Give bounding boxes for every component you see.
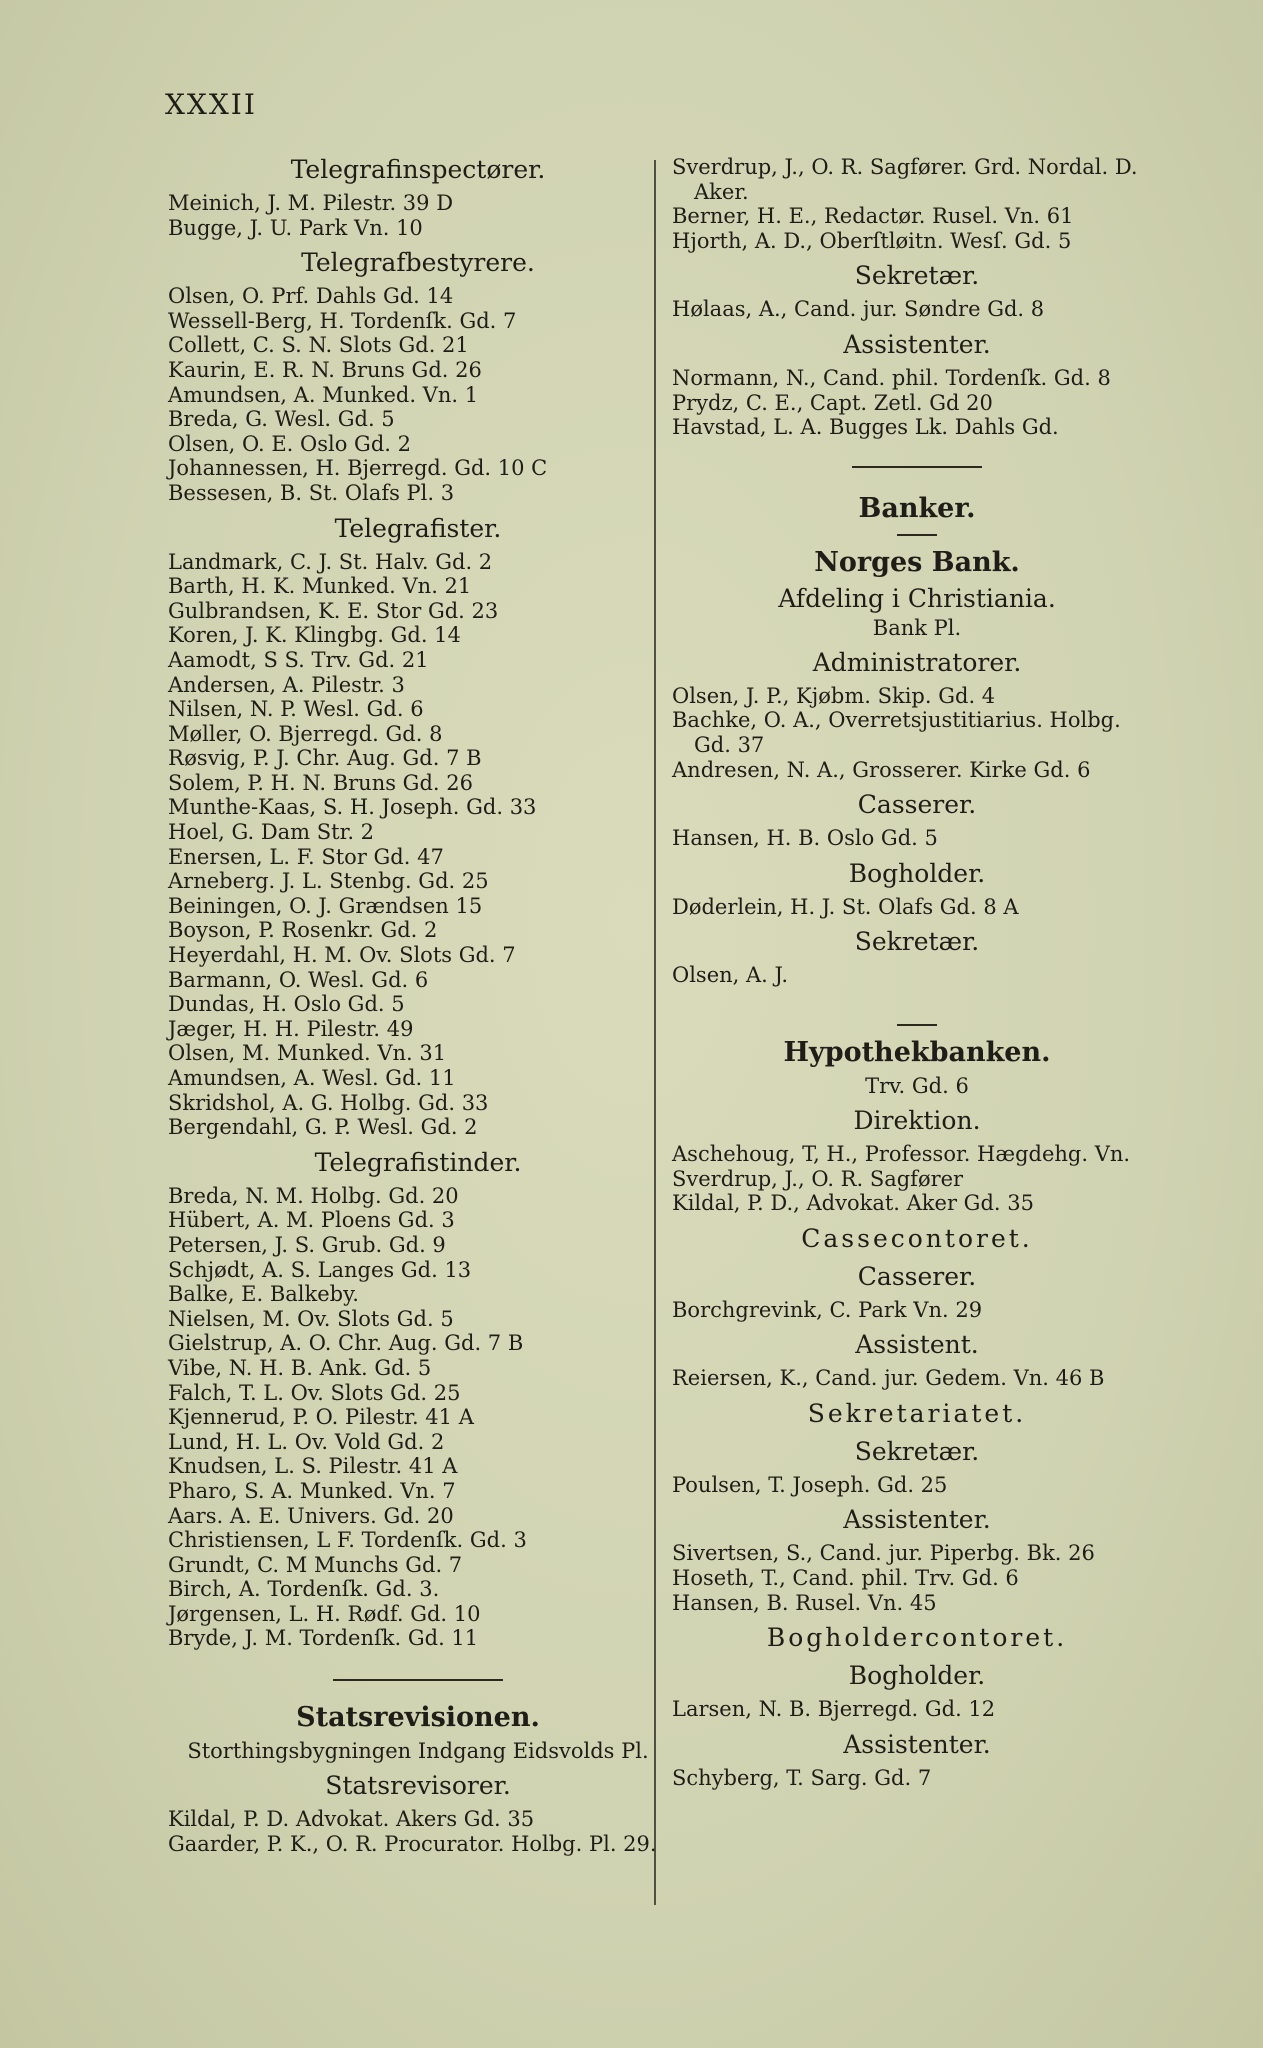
- directory-entry: Knudsen, L. S. Pilestr. 41 A: [168, 1454, 458, 1479]
- directory-entry: Amundsen, A. Wesl. Gd. 11: [168, 1066, 456, 1090]
- directory-entry: Bachke, O. A., Overretsjustitiarius. Holbg. Gd. 37: [672, 708, 1121, 757]
- entry-list: [672, 366, 1162, 440]
- directory-entry: Olsen, O. Prf. Dahls Gd. 14: [168, 284, 454, 309]
- directory-entry: Gaarder, P. K., O. R. Procurator. Holbg. Pl. 29.: [168, 1831, 657, 1856]
- directory-entry: Havstad, L. A. Bugges Lk. Dahls Gd.: [672, 415, 1059, 440]
- directory-entry: Olsen, O. E. Oslo Gd. 2: [168, 431, 411, 456]
- section-rule: [897, 1024, 937, 1026]
- directory-entry: Breda, G. Wesl. Gd. 5: [168, 407, 395, 432]
- section-heading: Telegrafister.: [334, 513, 502, 543]
- directory-entry: Amundsen, A. Munked. Vn. 1: [168, 382, 479, 407]
- entry-list: [672, 826, 1162, 851]
- section-rule: [897, 534, 937, 536]
- right-column: [672, 155, 1162, 1790]
- directory-entry: Olsen, A. J.: [672, 963, 788, 988]
- directory-entry: Olsen, M. Munked. Vn. 31: [168, 1041, 447, 1066]
- directory-entry: Koren, J. K. Klingbg. Gd. 14: [168, 623, 461, 648]
- directory-entry: Wessell-Berg, H. Tordenſk. Gd. 7: [168, 308, 517, 333]
- entry-list: [672, 1298, 1162, 1323]
- entry-list: [168, 1807, 668, 1856]
- directory-entry: Nilsen, N. P. Wesl. Gd. 6: [168, 697, 424, 722]
- bank-address: Bank Pl.: [872, 615, 962, 640]
- directory-entry: Sverdrup, J., O. R. Sagfører. Grd. Nordal. D. Aker.: [672, 155, 1138, 204]
- directory-entry: Larsen, N. B. Bjerregd. Gd. 12: [672, 1697, 996, 1722]
- directory-entry: Normann, N., Cand. phil. Tordenſk. Gd. 8: [672, 365, 1111, 390]
- directory-entry: Andersen, A. Pilestr. 3: [168, 672, 405, 697]
- section-heading: Telegrafinspectører.: [290, 155, 546, 184]
- directory-entry: Bryde, J. M. Tordenſk. Gd. 11: [168, 1626, 479, 1651]
- directory-entry: Beiningen, O. J. Grændsen 15: [168, 893, 483, 918]
- directory-entry: Røsvig, P. J. Chr. Aug. Gd. 7 B: [168, 746, 482, 771]
- section-heading: Bogholder.: [848, 1661, 986, 1691]
- office-heading: Cassecontoret.: [801, 1223, 1033, 1253]
- directory-entry: Aschehoug, T, H., Professor. Hægdehg. Vn.: [672, 1141, 1131, 1166]
- directory-entry: Aars. A. E. Univers. Gd. 20: [168, 1503, 454, 1528]
- bank-subtitle: Afdeling i Christiania.: [778, 583, 1056, 613]
- directory-entry: Collett, C. S. N. Slots Gd. 21: [168, 333, 469, 358]
- entry-list: [168, 191, 668, 240]
- directory-entry: Kildal, P. D. Advokat. Akers Gd. 35: [168, 1807, 535, 1832]
- directory-entry: Kildal, P. D., Advokat. Aker Gd. 35: [672, 1191, 1034, 1216]
- directory-entry: Petersen, J. S. Grub. Gd. 9: [168, 1232, 446, 1257]
- section-heading: Sekretær.: [854, 261, 980, 291]
- directory-entry: Bergendahl, G. P. Wesl. Gd. 2: [168, 1115, 478, 1140]
- section-rule: [333, 1679, 503, 1681]
- directory-entry: Nielsen, M. Ov. Slots Gd. 5: [168, 1306, 454, 1331]
- bank-address: Trv. Gd. 6: [865, 1073, 969, 1098]
- directory-entry: Hansen, B. Rusel. Vn. 45: [672, 1590, 937, 1615]
- section-rule: [852, 466, 982, 468]
- section-heading: Direktion.: [853, 1105, 981, 1135]
- section-title: Statsrevisionen.: [296, 1702, 540, 1734]
- directory-entry: Barth, H. K. Munked. Vn. 21: [168, 574, 472, 599]
- directory-entry: Solem, P. H. N. Bruns Gd. 26: [168, 770, 473, 795]
- office-heading: Bogholdercontoret.: [766, 1623, 1068, 1653]
- directory-entry: Kjennerud, P. O. Pilestr. 41 A: [168, 1405, 474, 1430]
- directory-entry: Sverdrup, J., O. R. Sagfører: [672, 1166, 964, 1191]
- directory-entry: Hansen, H. B. Oslo Gd. 5: [672, 826, 938, 851]
- section-heading: Sekretær.: [854, 927, 980, 957]
- directory-entry: Hoseth, T., Cand. phil. Trv. Gd. 6: [672, 1566, 1019, 1591]
- directory-entry: Jæger, H. H. Pilestr. 49: [168, 1016, 414, 1041]
- directory-entry: Arneberg. J. L. Stenbg. Gd. 25: [168, 869, 489, 894]
- directory-entry: Breda, N. M. Holbg. Gd. 20: [168, 1183, 459, 1208]
- section-heading: Casserer.: [857, 1261, 977, 1291]
- section-heading: Telegrafbestyrere.: [301, 248, 535, 278]
- directory-entry: Møller, O. Bjerregd. Gd. 8: [168, 721, 443, 746]
- directory-entry: Schyberg, T. Sarg. Gd. 7: [672, 1765, 932, 1790]
- entry-list: [672, 1541, 1162, 1615]
- directory-entry: Døderlein, H. J. St. Olafs Gd. 8 A: [672, 894, 1019, 919]
- directory-entry: Birch, A. Tordenſk. Gd. 3.: [168, 1577, 440, 1602]
- directory-entry: Landmark, C. J. St. Halv. Gd. 2: [168, 549, 493, 574]
- directory-entry: Hübert, A. M. Ploens Gd. 3: [168, 1208, 455, 1233]
- directory-entry: Borchgrevink, C. Park Vn. 29: [672, 1297, 983, 1322]
- directory-entry: Skridshol, A. G. Holbg. Gd. 33: [168, 1090, 489, 1115]
- directory-entry: Sivertsen, S., Cand. jur. Piperbg. Bk. 26: [672, 1541, 1095, 1566]
- directory-entry: Balke, E. Balkeby.: [168, 1282, 359, 1307]
- directory-entry: Schjødt, A. S. Langes Gd. 13: [168, 1257, 472, 1282]
- directory-entry: Poulsen, T. Joseph. Gd. 25: [672, 1472, 948, 1497]
- directory-entry: Hølaas, A., Cand. jur. Søndre Gd. 8: [672, 297, 1045, 322]
- directory-entry: Hjorth, A. D., Oberſtløitn. Wesſ. Gd. 5: [672, 228, 1072, 253]
- entry-list: [672, 1366, 1162, 1391]
- section-heading: Assistenter.: [843, 329, 991, 359]
- section-heading: Assistent.: [855, 1330, 979, 1360]
- directory-entry: Grundt, C. M Munchs Gd. 7: [168, 1552, 463, 1577]
- section-subtitle: Storthingsbygningen Indgang Eidsvolds Pl.: [187, 1739, 649, 1764]
- entry-list: [672, 684, 1162, 782]
- entry-list: [672, 1697, 1162, 1722]
- directory-entry: Dundas, H. Oslo Gd. 5: [168, 992, 405, 1017]
- directory-entry: Prydz, C. E., Capt. Zetl. Gd 20: [672, 390, 993, 415]
- entry-list: [672, 895, 1162, 920]
- page-number: XXXII: [165, 88, 257, 121]
- section-heading: Telegrafistinder.: [314, 1147, 522, 1177]
- directory-entry: Boyson, P. Rosenkr. Gd. 2: [168, 918, 438, 943]
- entry-list: [168, 550, 668, 1140]
- directory-entry: Olsen, J. P., Kjøbm. Skip. Gd. 4: [672, 683, 996, 708]
- directory-entry: Lund, H. L. Ov. Vold Gd. 2: [168, 1429, 445, 1454]
- section-heading: Bogholder.: [848, 858, 986, 888]
- section-heading: Administratorer.: [812, 647, 1022, 677]
- directory-entry: Andresen, N. A., Grosserer. Kirke Gd. 6: [672, 757, 1091, 782]
- section-heading: Casserer.: [857, 790, 977, 820]
- entry-list: [672, 1142, 1162, 1216]
- directory-entry: Gulbrandsen, K. E. Stor Gd. 23: [168, 598, 499, 623]
- entry-list: [168, 1184, 668, 1651]
- left-column: [168, 155, 668, 1856]
- directory-entry: Gielstrup, A. O. Chr. Aug. Gd. 7 B: [168, 1331, 524, 1356]
- directory-entry: Kaurin, E. R. N. Bruns Gd. 26: [168, 357, 482, 382]
- directory-entry: Munthe-Kaas, S. H. Joseph. Gd. 33: [168, 795, 537, 820]
- section-heading: Assistenter.: [843, 1505, 991, 1535]
- directory-entry: Barmann, O. Wesl. Gd. 6: [168, 967, 429, 992]
- entry-list: [672, 963, 1162, 988]
- directory-entry: Berner, H. E., Redactør. Rusel. Vn. 61: [672, 204, 1074, 229]
- directory-entry: Pharo, S. A. Munked. Vn. 7: [168, 1478, 456, 1503]
- directory-entry: Vibe, N. H. B. Ank. Gd. 5: [168, 1355, 432, 1380]
- office-heading: Sekretariatet.: [807, 1398, 1027, 1428]
- directory-entry: Reiersen, K., Cand. jur. Gedem. Vn. 46 B: [672, 1366, 1105, 1391]
- entry-list: [672, 155, 1162, 253]
- directory-entry: Meinich, J. M. Pilestr. 39 D: [168, 191, 454, 215]
- section-title: Banker.: [858, 492, 976, 524]
- directory-entry: Falch, T. L. Ov. Slots Gd. 25: [168, 1380, 461, 1405]
- directory-entry: Christiensen, L F. Tordenſk. Gd. 3: [168, 1528, 527, 1553]
- directory-entry: Heyerdahl, H. M. Ov. Slots Gd. 7: [168, 943, 516, 968]
- directory-entry: Johannessen, H. Bjerregd. Gd. 10 C: [168, 456, 548, 481]
- section-heading: Assistenter.: [843, 1729, 991, 1759]
- section-heading: Statsrevisorer.: [325, 1771, 511, 1801]
- directory-entry: Aamodt, S S. Trv. Gd. 21: [168, 647, 429, 672]
- section-heading: Sekretær.: [854, 1436, 980, 1466]
- directory-entry: Enersen, L. F. Stor Gd. 47: [168, 844, 444, 869]
- bank-title: Norges Bank.: [814, 546, 1020, 578]
- directory-entry: Bugge, J. U. Park Vn. 10: [168, 215, 423, 240]
- bank-title: Hypothekbanken.: [783, 1036, 1051, 1068]
- entry-list: [672, 297, 1162, 322]
- directory-entry: Bessesen, B. St. Olafs Pl. 3: [168, 480, 455, 505]
- entry-list: [672, 1766, 1162, 1791]
- directory-entry: Jørgensen, L. H. Rødf. Gd. 10: [168, 1601, 481, 1626]
- entry-list: [168, 284, 668, 505]
- entry-list: [672, 1473, 1162, 1498]
- directory-entry: Hoel, G. Dam Str. 2: [168, 820, 375, 845]
